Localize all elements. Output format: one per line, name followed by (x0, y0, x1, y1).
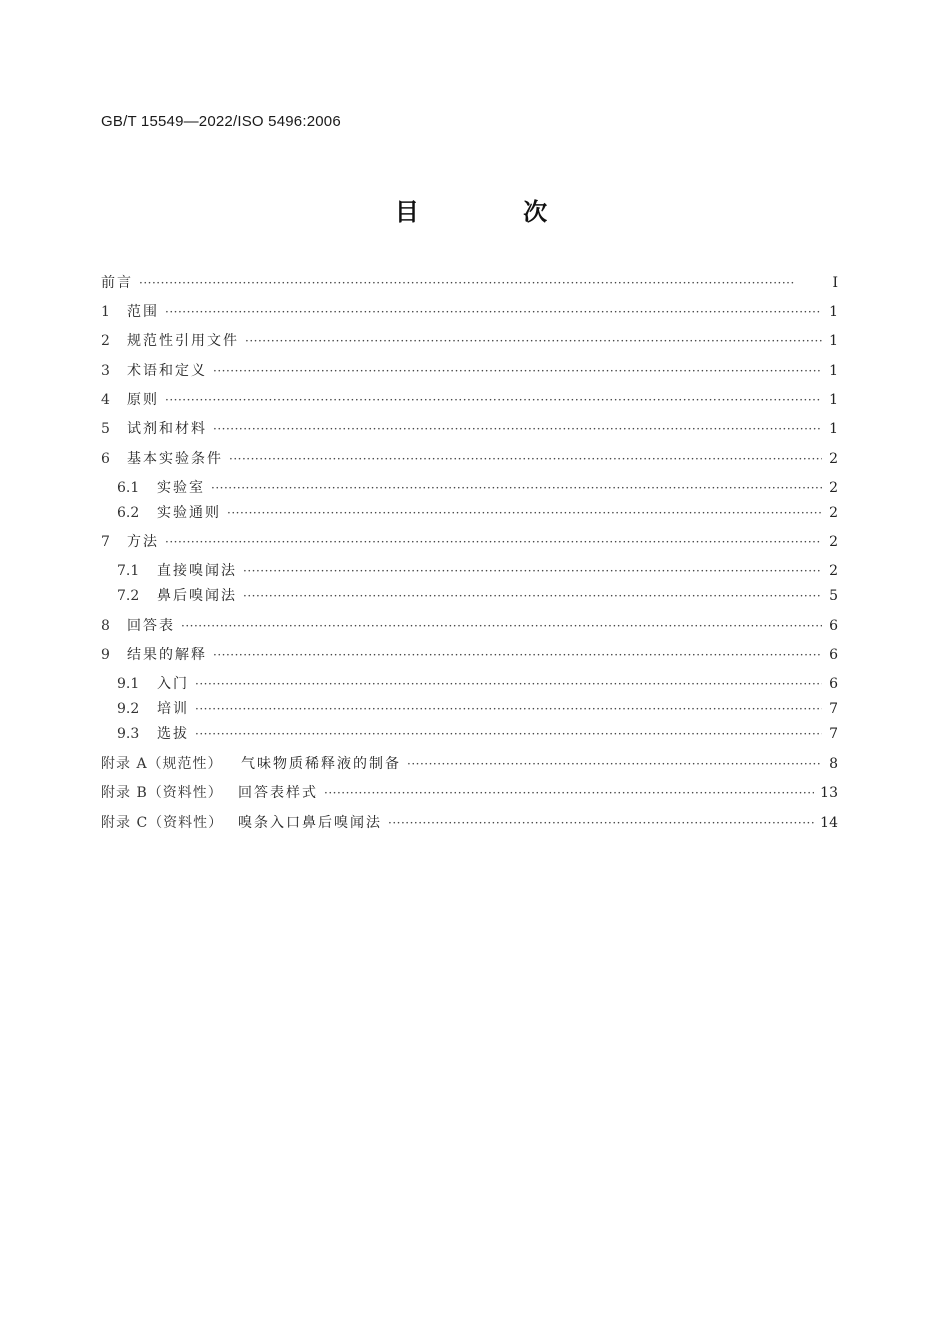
toc-entry-number: 8 (101, 618, 110, 634)
toc-entry-page: 6 (829, 647, 838, 663)
toc-leader-dots (243, 558, 822, 584)
toc-entry-9-1[interactable] (117, 671, 838, 697)
toc-entry-label: 原则 (127, 392, 159, 408)
toc-entry-label: 范围 (127, 304, 159, 320)
toc-entry-6-1[interactable] (117, 475, 838, 501)
toc-entry-page: 2 (829, 505, 838, 521)
toc-entry-label: 入门 (157, 676, 189, 692)
toc-entry-1[interactable] (101, 299, 838, 325)
toc-entry-number: 9.2 (117, 701, 140, 717)
toc-entry-page: 14 (820, 815, 838, 831)
toc-entry-number: 6.2 (117, 505, 140, 521)
toc-entry-8[interactable] (101, 613, 838, 639)
toc-entry-label: 前言 (101, 275, 133, 291)
toc-entry-label: 嗅条入口鼻后嗅闻法 (238, 815, 382, 831)
toc-entry-page: 1 (829, 333, 838, 349)
toc-entry-label: 直接嗅闻法 (157, 563, 237, 579)
toc-entry-annex-c[interactable] (101, 810, 838, 836)
toc-entry-7-2[interactable] (117, 583, 838, 609)
toc-leader-dots (139, 270, 822, 296)
toc-entry-2[interactable] (101, 328, 838, 354)
toc-entry-7[interactable] (101, 529, 838, 555)
toc-entry-label: 培训 (157, 701, 189, 717)
toc-entry-number: 6.1 (117, 480, 140, 496)
toc-entry-label: 实验通则 (157, 505, 221, 521)
toc-entry-number: 附录 B（资料性） (101, 785, 223, 801)
toc-entry-9[interactable] (101, 642, 838, 668)
toc-entry-page: 5 (829, 588, 838, 604)
toc-leader-dots (195, 721, 822, 747)
toc-leader-dots (213, 642, 822, 668)
toc-entry-page: 2 (829, 480, 838, 496)
toc-entry-number: 1 (101, 304, 110, 320)
toc-entry-number: 附录 C（资料性） (101, 815, 224, 831)
toc-leader-dots (229, 446, 822, 472)
toc-entry-3[interactable] (101, 358, 838, 384)
toc-leader-dots (245, 328, 822, 354)
toc-entry-label: 鼻后嗅闻法 (157, 588, 237, 604)
toc-entry-label: 规范性引用文件 (127, 333, 239, 349)
standard-code: GB/T 15549—2022/ISO 5496:2006 (101, 113, 341, 130)
toc-entry-label: 方法 (127, 534, 159, 550)
toc-entry-number: 7 (101, 534, 110, 550)
page-title: 目 次 (394, 198, 596, 226)
toc-entry-page: 8 (829, 756, 838, 772)
toc-entry-5[interactable] (101, 416, 838, 442)
toc-entry-number: 9.1 (117, 676, 140, 692)
toc-entry-label: 术语和定义 (127, 363, 207, 379)
toc-entry-number: 9.3 (117, 726, 140, 742)
toc-entry-label: 实验室 (157, 480, 205, 496)
toc-entry-page: 1 (829, 304, 838, 320)
toc-entry-page: 2 (829, 451, 838, 467)
toc-entry-page: 7 (829, 701, 838, 717)
toc-leader-dots (213, 358, 822, 384)
toc-entry-foreword[interactable] (101, 270, 838, 296)
toc-leader-dots (211, 475, 822, 501)
toc-entry-9-2[interactable] (117, 696, 838, 722)
toc-entry-label: 试剂和材料 (127, 421, 207, 437)
toc-entry-number: 附录 A（规范性） (101, 756, 223, 772)
toc-entry-page: 6 (829, 676, 838, 692)
toc-leader-dots (181, 613, 822, 639)
toc-entry-page: 1 (829, 363, 838, 379)
toc-leader-dots (213, 416, 822, 442)
toc-entry-annex-a[interactable] (101, 751, 838, 777)
toc-leader-dots (243, 583, 822, 609)
toc-entry-label: 选拔 (157, 726, 189, 742)
toc-entry-number: 9 (101, 647, 110, 663)
toc-entry-number: 4 (101, 392, 110, 408)
toc-entry-page: 2 (829, 563, 838, 579)
toc-entry-7-1[interactable] (117, 558, 838, 584)
toc-entry-page: 6 (829, 618, 838, 634)
toc-entry-number: 6 (101, 451, 110, 467)
toc-entry-label: 基本实验条件 (127, 451, 223, 467)
toc-leader-dots (165, 299, 822, 325)
toc-entry-9-3[interactable] (117, 721, 838, 747)
toc-entry-page: 1 (829, 421, 838, 437)
toc-entry-6[interactable] (101, 446, 838, 472)
toc-leader-dots (388, 810, 814, 836)
toc-entry-number: 5 (101, 421, 110, 437)
toc-entry-annex-b[interactable] (101, 780, 838, 806)
toc-entry-number: 7.1 (117, 563, 140, 579)
toc-entry-label: 气味物质稀释液的制备 (241, 756, 401, 772)
toc-leader-dots (195, 696, 822, 722)
toc-leader-dots (227, 500, 822, 526)
toc-entry-page: 7 (829, 726, 838, 742)
toc-leader-dots (165, 529, 822, 555)
toc-entry-number: 3 (101, 363, 110, 379)
toc-entry-page: 13 (820, 785, 838, 801)
toc-entry-page: Ⅰ (832, 275, 838, 291)
toc-entry-page: 2 (829, 534, 838, 550)
toc-leader-dots (324, 780, 814, 806)
toc-entry-number: 7.2 (117, 588, 140, 604)
toc-entry-6-2[interactable] (117, 500, 838, 526)
toc-leader-dots (195, 671, 822, 697)
toc-entry-number: 2 (101, 333, 110, 349)
toc-leader-dots (165, 387, 822, 413)
toc-entry-label: 回答表样式 (238, 785, 318, 801)
toc-entry-page: 1 (829, 392, 838, 408)
toc-entry-label: 结果的解释 (127, 647, 207, 663)
toc-entry-4[interactable] (101, 387, 838, 413)
toc-entry-label: 回答表 (127, 618, 175, 634)
toc-leader-dots (407, 751, 822, 777)
